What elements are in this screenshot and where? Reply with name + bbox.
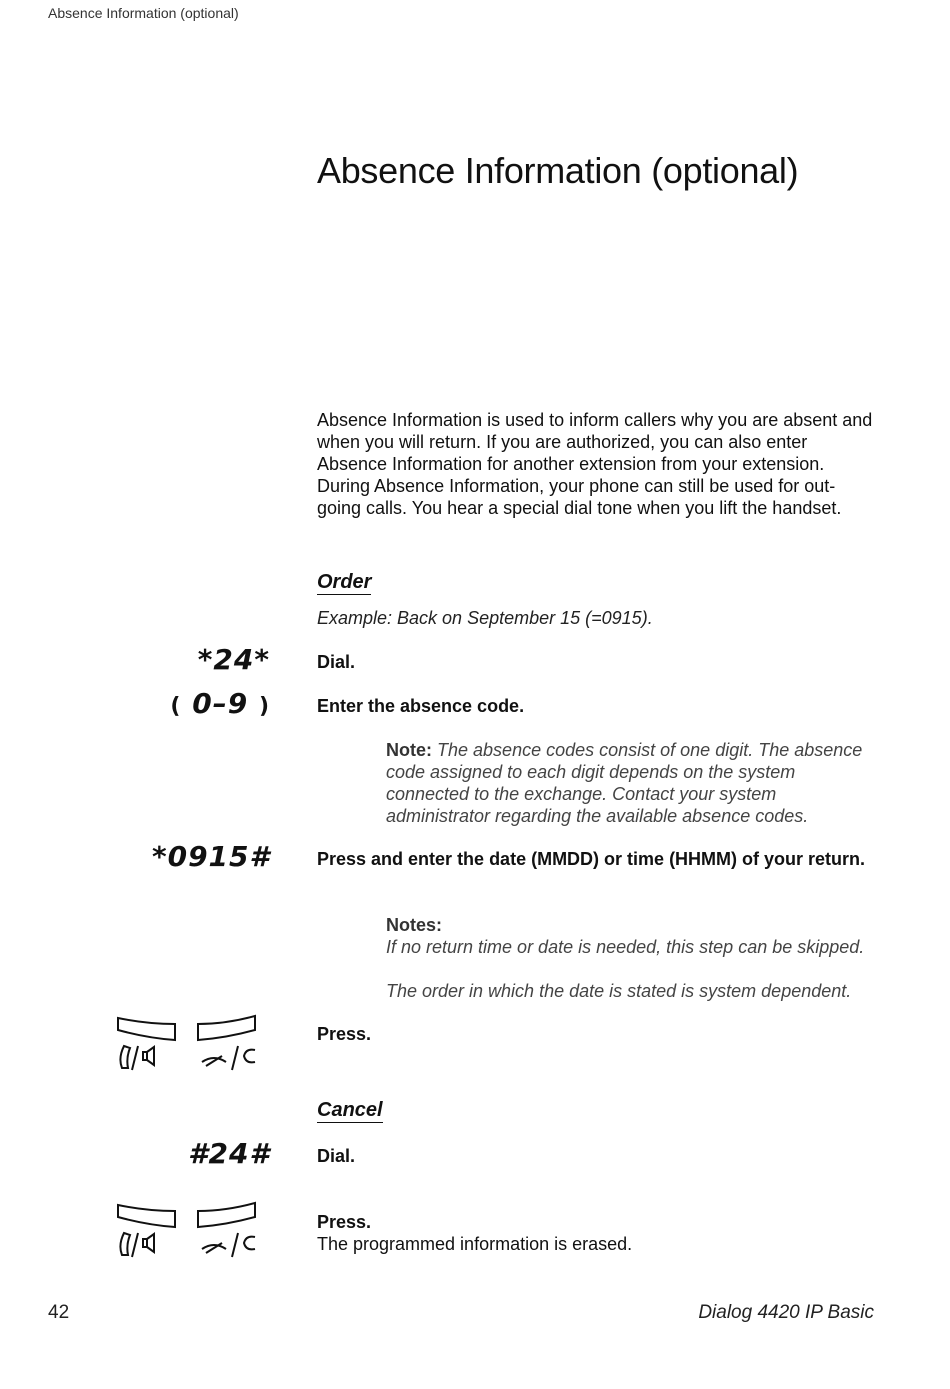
notes-date <box>386 914 881 1002</box>
note-label: Note: <box>386 740 432 760</box>
notes-label: Notes: <box>386 915 443 935</box>
cancel-heading: Cancel <box>317 1099 383 1121</box>
paren-close: ) <box>258 694 270 719</box>
softkeys-cancel <box>110 1197 270 1267</box>
hangup-clear-icon <box>198 1016 255 1070</box>
instruction-enter-code: Enter the absence code. <box>317 696 525 716</box>
document-title: Dialog 4420 IP Basic <box>698 1302 874 1323</box>
handset-speaker-icon <box>118 1205 175 1257</box>
instruction-dial: Dial. <box>317 652 356 672</box>
running-header: Absence Information (optional) <box>48 5 239 21</box>
intro-paragraph: Absence Information is used to inform callers why you are absent and when you will return. If you are authorized, you can also enter Absence Information for another extension from your extension. During Absence Information, your phone can still be used for out-going calls. You hear a special dial tone when you lift the handset. <box>317 410 873 518</box>
instruction-press-order: Press. <box>317 1024 372 1044</box>
erased-text: The programmed information is erased. <box>317 1234 633 1254</box>
hangup-clear-icon <box>198 1203 255 1257</box>
notes-line-2: The order in which the date is stated is system dependent. <box>386 981 852 1001</box>
note-text: The absence codes consist of one digit. The absence code assigned to each digit depends on the system connected to the exchange. Contact your system administrator regarding the available absence codes. <box>386 740 863 826</box>
key-sequence-date: *0915# <box>151 840 270 873</box>
press-label: Press. <box>317 1212 372 1232</box>
notes-line-1: If no return time or date is needed, this step can be skipped. <box>386 937 865 957</box>
instruction-dial-cancel: Dial. <box>317 1146 356 1166</box>
key-sequence-dial-cancel: #24# <box>188 1137 270 1170</box>
page-number: 42 <box>48 1302 70 1323</box>
key-sequence-absence-code <box>70 687 270 720</box>
instruction-press-cancel <box>317 1211 877 1255</box>
page-title: Absence Information (optional) <box>317 150 799 191</box>
instruction-enter-date: Press and enter the date (MMDD) or time (HHMM) of your return. <box>317 849 866 869</box>
paren-open: ( <box>170 694 182 719</box>
softkeys-order <box>110 1010 270 1080</box>
handset-speaker-icon <box>118 1018 175 1070</box>
order-heading: Order <box>317 571 372 593</box>
digit-range: 0–9 <box>192 687 249 720</box>
key-sequence-dial-order: *24* <box>197 643 270 676</box>
order-example: Example: Back on September 15 (=0915). <box>317 608 653 628</box>
note-absence-codes <box>386 739 881 827</box>
